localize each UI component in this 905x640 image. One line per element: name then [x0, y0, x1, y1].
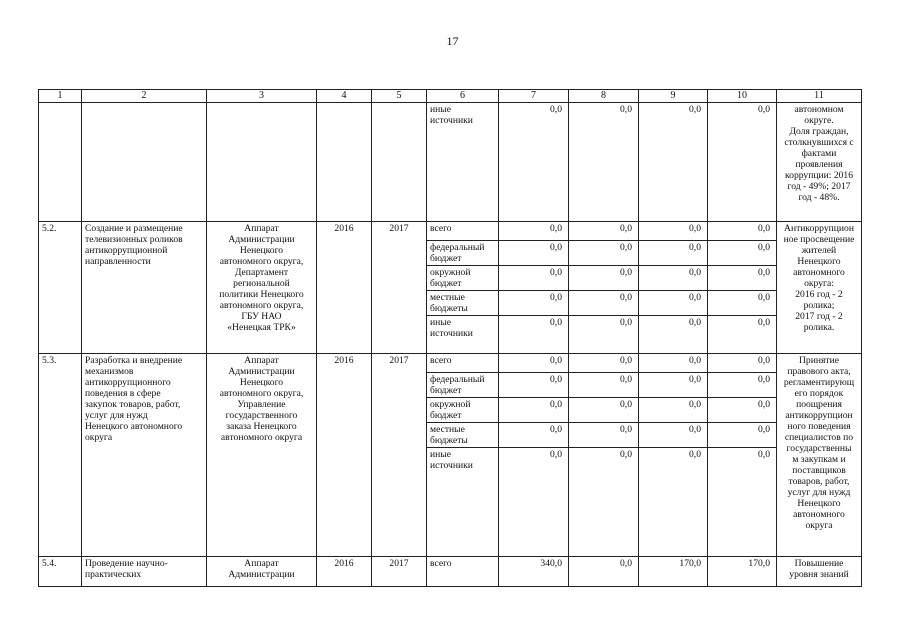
- result-cell: Принятие правового акта, регламентирующ его порядок поощрения антикоррупцион ного поведения специалистов по государственны м закупкам и поставщиков товаров, работ, услуг для нужд Ненецкого автономного округа: [777, 353, 862, 556]
- value-cell: 0,0: [708, 240, 777, 265]
- header-cell: 4: [317, 90, 372, 103]
- value-cell: 0,0: [708, 315, 777, 353]
- num-cell: [39, 102, 82, 221]
- value-cell: 0,0: [639, 290, 708, 315]
- source-cell: всего: [427, 221, 499, 240]
- value-cell: 0,0: [569, 265, 639, 290]
- source-cell: окружной бюджет: [427, 397, 499, 422]
- result-cell: Повышение уровня знаний: [777, 556, 862, 586]
- value-cell: 0,0: [708, 397, 777, 422]
- value-cell: 0,0: [499, 447, 569, 556]
- name-cell: Создание и размещение телевизионных роликов антикоррупционной направленности: [82, 221, 207, 353]
- end-cell: [372, 102, 427, 221]
- page-number: 17: [446, 34, 459, 48]
- source-cell: местные бюджеты: [427, 422, 499, 447]
- value-cell: 170,0: [708, 556, 777, 586]
- value-cell: 0,0: [569, 397, 639, 422]
- value-cell: 0,0: [639, 265, 708, 290]
- header-cell: 10: [708, 90, 777, 103]
- num-cell: 5.3.: [39, 353, 82, 556]
- value-cell: 0,0: [708, 102, 777, 221]
- header-cell: 1: [39, 90, 82, 103]
- value-cell: 0,0: [569, 221, 639, 240]
- end-cell: 2017: [372, 221, 427, 353]
- start-cell: 2016: [317, 221, 372, 353]
- value-cell: 0,0: [569, 372, 639, 397]
- value-cell: 0,0: [499, 372, 569, 397]
- value-cell: 0,0: [708, 372, 777, 397]
- source-cell: иные источники: [427, 447, 499, 556]
- header-row: [39, 90, 862, 103]
- executor-cell: [207, 102, 317, 221]
- source-cell: местные бюджеты: [427, 290, 499, 315]
- source-cell: федеральный бюджет: [427, 240, 499, 265]
- item-row: [39, 556, 862, 586]
- start-cell: 2016: [317, 353, 372, 556]
- value-cell: 0,0: [639, 221, 708, 240]
- source-cell: иные источники: [427, 315, 499, 353]
- header-cell: 3: [207, 90, 317, 103]
- source-cell: всего: [427, 556, 499, 586]
- result-cell: Антикоррупцион ное просвещение жителей Ненецкого автономного округа: 2016 год - 2 ролика; 2017 год - 2 ролика.: [777, 221, 862, 353]
- source-cell: всего: [427, 353, 499, 372]
- value-cell: 0,0: [569, 422, 639, 447]
- source-cell: федеральный бюджет: [427, 372, 499, 397]
- header-cell: 7: [499, 90, 569, 103]
- value-cell: 0,0: [639, 422, 708, 447]
- value-cell: 0,0: [499, 422, 569, 447]
- source-cell: иные источники: [427, 102, 499, 221]
- table-body: [39, 90, 862, 587]
- executor-cell: Аппарат Администрации: [207, 556, 317, 586]
- header-cell: 6: [427, 90, 499, 103]
- value-cell: 0,0: [639, 353, 708, 372]
- header-cell: 2: [82, 90, 207, 103]
- value-cell: 0,0: [708, 353, 777, 372]
- header-cell: 11: [777, 90, 862, 103]
- end-cell: 2017: [372, 556, 427, 586]
- result-cell: автономном округе. Доля граждан, столкнувшихся с фактами проявления коррупции: 2016 год - 49%; 2017 год - 48%.: [777, 102, 862, 221]
- executor-cell: Аппарат Администрации Ненецкого автономного округа, Департамент региональной политики Ненецкого автономного округа, ГБУ НАО «Ненецкая ТРК»: [207, 221, 317, 353]
- value-cell: 0,0: [569, 102, 639, 221]
- value-cell: 0,0: [708, 265, 777, 290]
- value-cell: 0,0: [569, 315, 639, 353]
- continuation-row: [39, 102, 862, 221]
- value-cell: 0,0: [639, 240, 708, 265]
- item-row: [39, 353, 862, 372]
- name-cell: Проведение научно- практических: [82, 556, 207, 586]
- value-cell: 0,0: [569, 447, 639, 556]
- value-cell: 0,0: [569, 353, 639, 372]
- value-cell: 170,0: [639, 556, 708, 586]
- value-cell: 0,0: [499, 315, 569, 353]
- item-row: [39, 221, 862, 240]
- value-cell: 0,0: [499, 221, 569, 240]
- source-cell: окружной бюджет: [427, 265, 499, 290]
- value-cell: 0,0: [639, 397, 708, 422]
- value-cell: 0,0: [639, 372, 708, 397]
- value-cell: 0,0: [499, 240, 569, 265]
- value-cell: 0,0: [499, 290, 569, 315]
- start-cell: [317, 102, 372, 221]
- num-cell: 5.4.: [39, 556, 82, 586]
- value-cell: 0,0: [708, 290, 777, 315]
- value-cell: 0,0: [499, 265, 569, 290]
- value-cell: 0,0: [639, 102, 708, 221]
- program-table: [38, 89, 862, 587]
- header-cell: 8: [569, 90, 639, 103]
- value-cell: 0,0: [639, 315, 708, 353]
- value-cell: 340,0: [499, 556, 569, 586]
- num-cell: 5.2.: [39, 221, 82, 353]
- value-cell: 0,0: [708, 221, 777, 240]
- end-cell: 2017: [372, 353, 427, 556]
- executor-cell: Аппарат Администрации Ненецкого автономного округа, Управление государственного заказа Ненецкого автономного округа: [207, 353, 317, 556]
- name-cell: Разработка и внедрение механизмов антикоррупционного поведения в сфере закупок товаров, работ, услуг для нужд Ненецкого автономного округа: [82, 353, 207, 556]
- header-cell: 5: [372, 90, 427, 103]
- value-cell: 0,0: [708, 422, 777, 447]
- value-cell: 0,0: [499, 102, 569, 221]
- value-cell: 0,0: [569, 556, 639, 586]
- value-cell: 0,0: [499, 353, 569, 372]
- value-cell: 0,0: [639, 447, 708, 556]
- start-cell: 2016: [317, 556, 372, 586]
- value-cell: 0,0: [499, 397, 569, 422]
- value-cell: 0,0: [569, 290, 639, 315]
- name-cell: [82, 102, 207, 221]
- header-cell: 9: [639, 90, 708, 103]
- value-cell: 0,0: [708, 447, 777, 556]
- value-cell: 0,0: [569, 240, 639, 265]
